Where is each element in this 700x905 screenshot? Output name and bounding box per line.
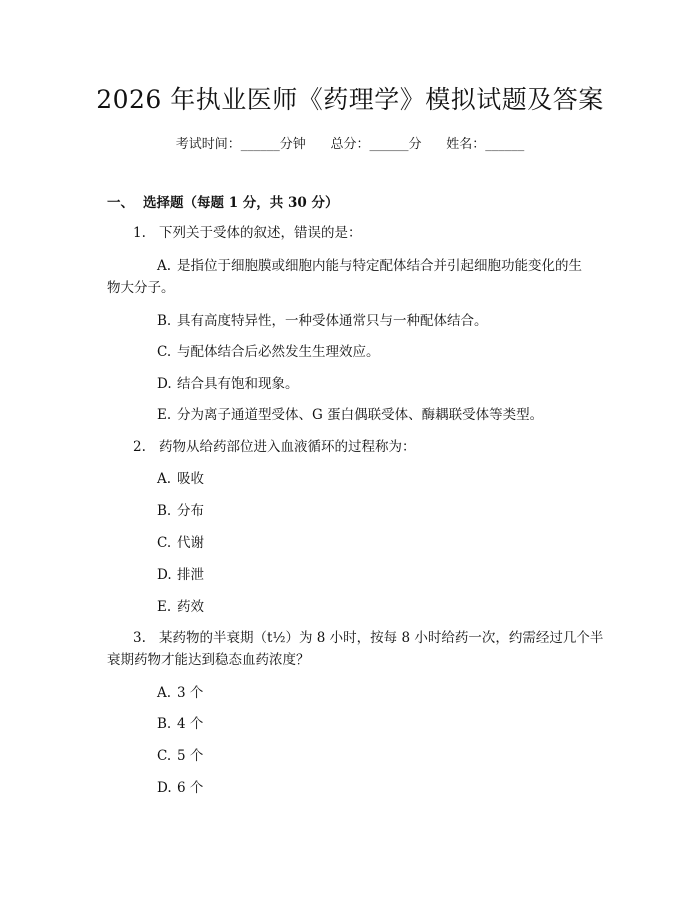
option-letter: E. [157,599,172,615]
question-3 [133,627,603,649]
option-letter: C. [157,748,172,764]
option-text: 6 个 [177,780,204,796]
q2-option-c [157,532,204,554]
question-3-continued [107,649,310,671]
option-text: 分为离子通道型受体、G 蛋白偶联受体、酶耦联受体等类型。 [177,407,544,423]
q2-option-e [157,596,204,618]
page-title: 2026 年执业医师《药理学》模拟试题及答案 [96,85,604,114]
q3-option-a [157,682,203,704]
question-2 [133,436,416,458]
question-number: 1. [133,225,146,241]
q3-option-b [157,713,203,735]
option-letter: C. [157,535,172,551]
option-letter: E. [157,407,172,423]
question-text: 药物从给药部位进入血液循环的过程称为： [159,439,416,455]
option-text: 5 个 [177,748,204,764]
option-letter: A. [157,685,172,701]
option-letter: A. [157,471,172,487]
option-text: 3 个 [177,685,204,701]
q2-option-a [157,468,204,490]
q1-option-b [157,310,488,332]
option-text: 4 个 [177,716,204,732]
option-letter: D. [157,567,172,583]
option-letter: B. [157,503,172,519]
option-letter: D. [157,780,172,796]
q1-option-d [157,373,299,395]
question-number: 3. [133,630,146,646]
q1-option-a [107,255,594,299]
question-text: 下列关于受体的叙述，错误的是： [159,225,362,241]
q3-option-d [157,777,203,799]
option-text: 是指位于细胞膜或细胞内能与特定配体结合并引起细胞功能变化的生物大分子。 [107,258,582,296]
q2-option-b [157,500,204,522]
option-letter: A. [157,258,172,274]
exam-meta-line: 考试时间：______分钟 总分：______分 姓名：______ [175,137,525,152]
option-text: 结合具有饱和现象。 [177,376,299,392]
q2-option-d [157,564,204,586]
question-number: 2. [133,439,146,455]
option-text: 具有高度特异性，一种受体通常只与一种配体结合。 [177,313,488,329]
q1-option-c [157,341,380,363]
section-title: 选择题（每题 1 分，共 30 分） [143,195,339,211]
option-text: 排泄 [177,567,204,583]
option-text: 分布 [177,503,204,519]
option-text: 吸收 [177,471,204,487]
option-letter: C. [157,344,172,360]
option-letter: D. [157,376,172,392]
option-text: 药效 [177,599,204,615]
option-letter: B. [157,313,172,329]
q1-option-e [157,404,543,426]
section-heading [107,191,338,211]
section-number: 一、 [107,195,134,211]
option-text: 代谢 [177,535,204,551]
question-1 [133,222,362,244]
q3-option-c [157,745,203,767]
question-text-line2: 衰期药物才能达到稳态血药浓度？ [107,652,310,668]
question-text-line1: 某药物的半衰期（t½）为 8 小时，按每 8 小时给药一次，约需经过几个半 [159,630,604,646]
option-letter: B. [157,716,172,732]
option-text: 与配体结合后必然发生生理效应。 [177,344,380,360]
